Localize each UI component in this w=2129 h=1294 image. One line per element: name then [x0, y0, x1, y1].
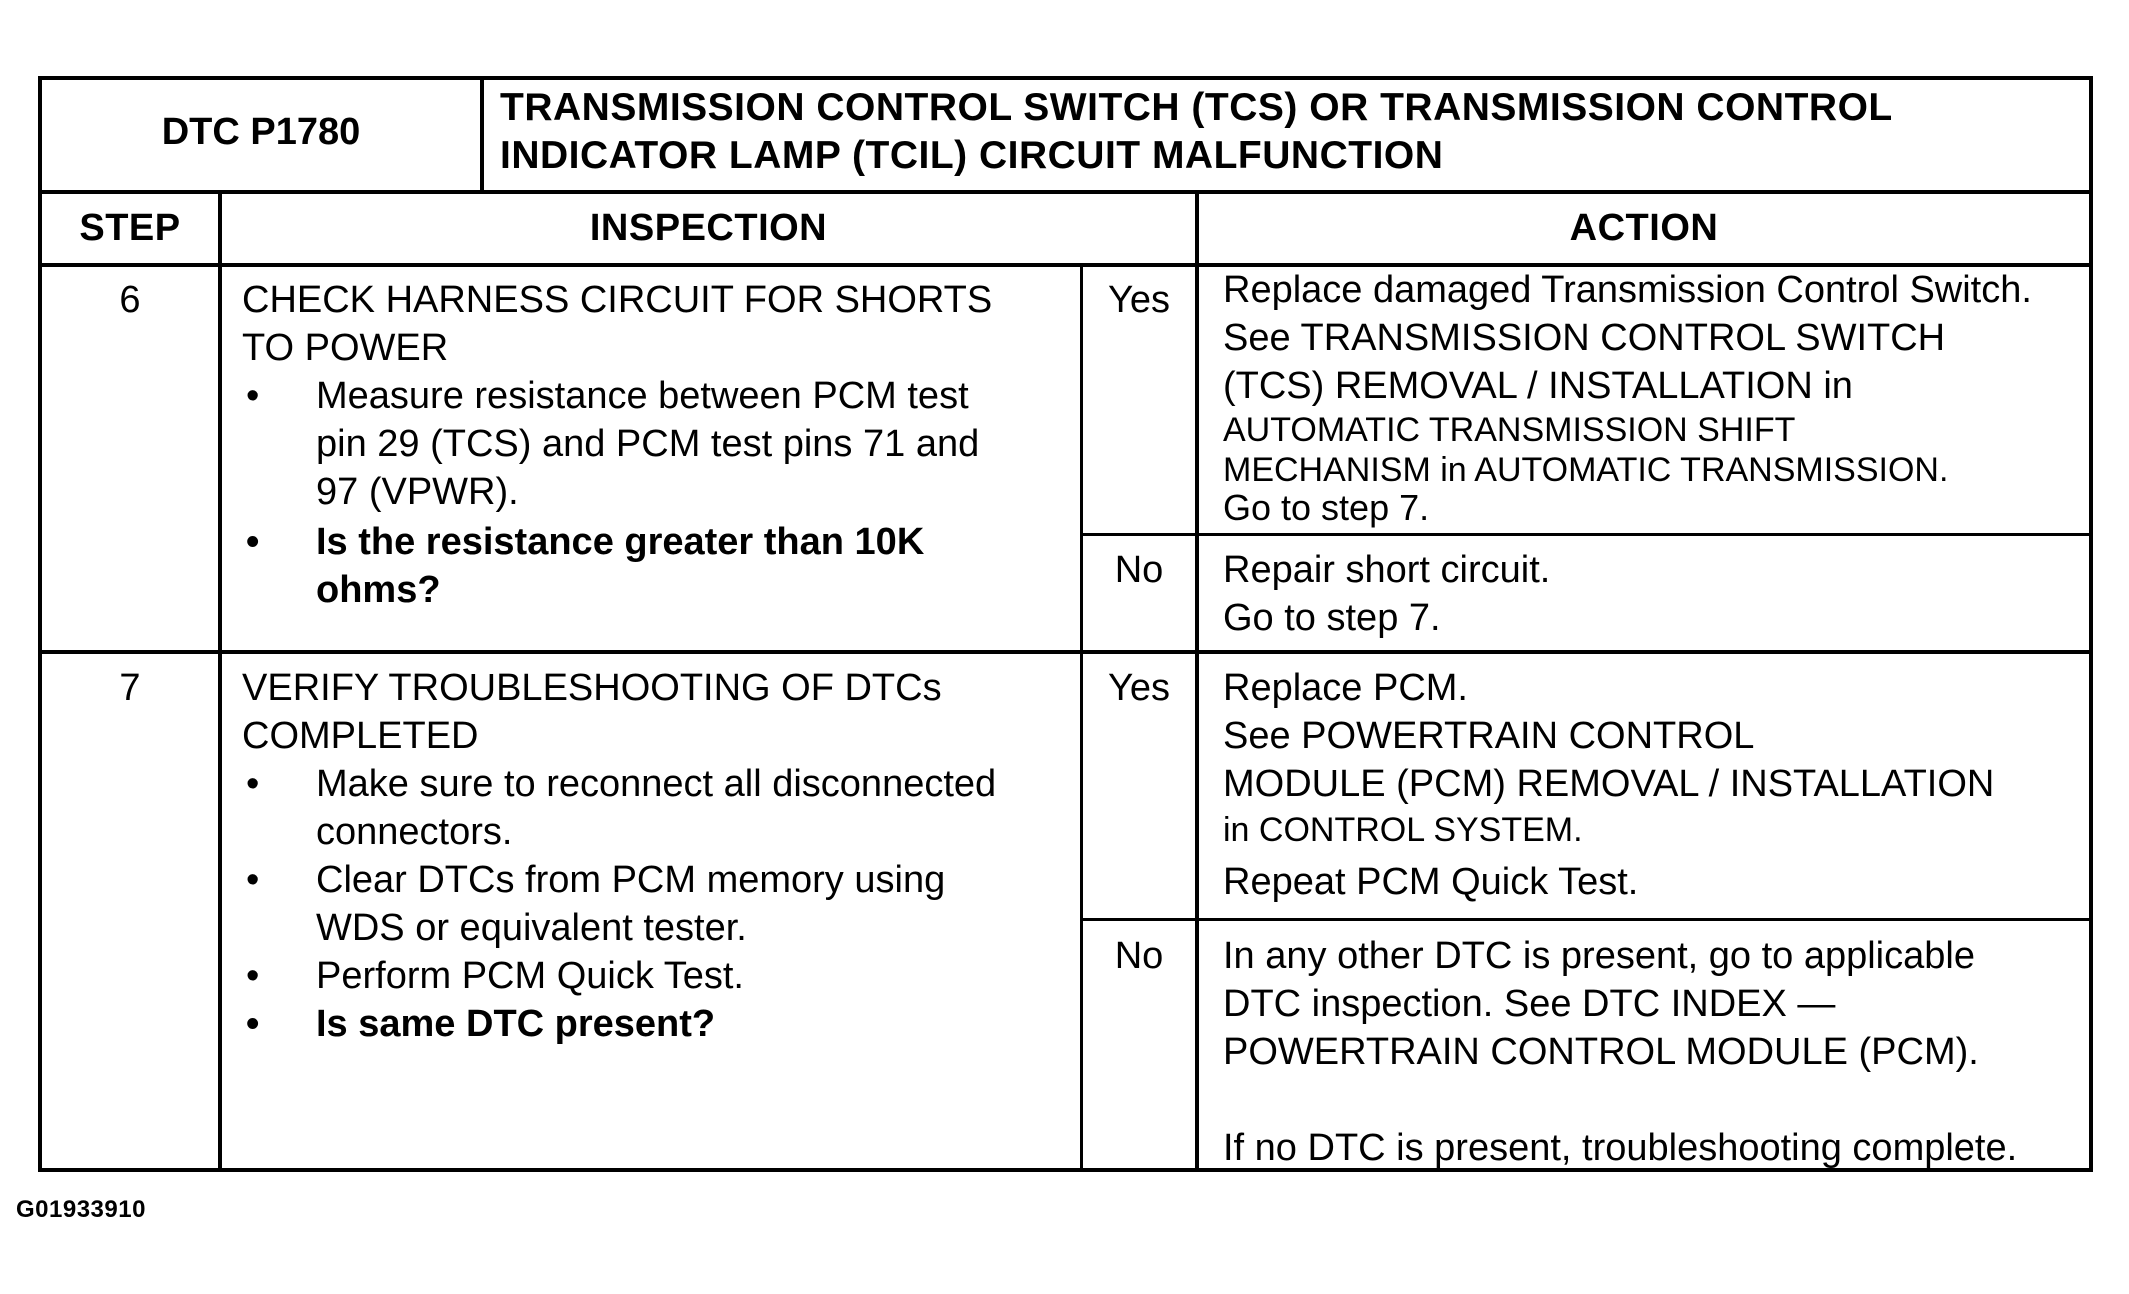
bullet-icon: •	[246, 955, 260, 997]
column-header-action-text: ACTION	[1569, 207, 1719, 249]
inspection-title-line: VERIFY TROUBLESHOOTING OF DTCs	[242, 667, 942, 709]
inspection-bullet-question	[242, 518, 1082, 614]
action-line: Go to step 7.	[1223, 487, 1430, 528]
action-line-blank	[1223, 1076, 2089, 1124]
dtc-title-line1: TRANSMISSION CONTROL SWITCH (TCS) OR TRANSMISSION CONTROL	[500, 86, 1893, 129]
dtc-code	[42, 108, 480, 156]
no-action	[1223, 932, 2089, 1172]
action-line: Repeat PCM Quick Test.	[1223, 861, 1639, 903]
figure-id: G01933910	[16, 1196, 146, 1223]
dtc-title-line2: INDICATOR LAMP (TCIL) CIRCUIT MALFUNCTION	[500, 134, 1444, 177]
bullet-line: pin 29 (TCS) and PCM test pins 71 and	[316, 423, 980, 465]
bullet-line: Measure resistance between PCM test	[316, 375, 969, 417]
column-header-action	[1199, 204, 2089, 252]
bullet-line: ohms?	[316, 569, 441, 611]
column-header-inspection	[222, 204, 1195, 252]
action-line: MECHANISM in AUTOMATIC TRANSMISSION.	[1223, 451, 1949, 489]
step-column-divider	[218, 192, 222, 1172]
step-number-text: 6	[119, 279, 141, 321]
bullet-icon: •	[246, 375, 260, 417]
yes-label-text: Yes	[1108, 279, 1170, 321]
bullet-icon: •	[246, 521, 260, 563]
no-label-text: No	[1114, 935, 1164, 977]
yes-label	[1083, 276, 1195, 324]
dtc-title	[500, 84, 2080, 180]
action-line: In any other DTC is present, go to applicable	[1223, 935, 1975, 977]
action-line: DTC inspection. See DTC INDEX —	[1223, 983, 1836, 1025]
bullet-line: WDS or equivalent tester.	[316, 907, 747, 949]
action-line: Replace damaged Transmission Control Switch.	[1223, 269, 2032, 311]
header-divider	[42, 190, 2089, 194]
yes-label	[1083, 664, 1195, 712]
action-line: If no DTC is present, troubleshooting complete.	[1223, 1127, 2018, 1169]
inspection-bullet-question	[242, 1000, 1082, 1048]
yes-action	[1223, 664, 2089, 906]
inspection-bullet-list	[242, 372, 1082, 614]
inspection-title-line: TO POWER	[242, 327, 449, 369]
action-line: AUTOMATIC TRANSMISSION SHIFT	[1223, 411, 1796, 449]
action-line: Replace PCM.	[1223, 667, 1468, 709]
inspection-bullet	[242, 760, 1082, 856]
inspection-bullet-list	[242, 760, 1082, 1048]
inspection-title-line: CHECK HARNESS CIRCUIT FOR SHORTS	[242, 279, 993, 321]
bullet-icon: •	[246, 1003, 260, 1045]
inspection-bullet	[242, 372, 1082, 516]
dtc-inspection-table	[38, 76, 2093, 1172]
action-column-divider	[1195, 192, 1199, 1172]
dtc-code-text: DTC P1780	[161, 111, 361, 153]
bullet-line: Perform PCM Quick Test.	[316, 955, 744, 997]
step-number-text: 7	[119, 667, 141, 709]
bullet-line: Make sure to reconnect all disconnected	[316, 763, 997, 805]
action-line: See POWERTRAIN CONTROL	[1223, 715, 1755, 757]
no-label	[1083, 546, 1195, 594]
action-line: Repair short circuit.	[1223, 549, 1551, 591]
header-vertical-divider	[480, 80, 484, 192]
action-line: in CONTROL SYSTEM.	[1223, 811, 1583, 849]
step-divider	[42, 650, 2089, 654]
column-header-step-text: STEP	[79, 207, 181, 249]
inspection-title-line: COMPLETED	[242, 715, 479, 757]
bullet-line: Clear DTCs from PCM memory using	[316, 859, 946, 901]
inspection-bullet	[242, 856, 1082, 952]
action-line: See TRANSMISSION CONTROL SWITCH	[1223, 317, 1946, 359]
no-action	[1223, 546, 2089, 642]
action-line: Go to step 7.	[1223, 597, 1441, 639]
column-header-step	[42, 204, 218, 252]
bullet-icon: •	[246, 859, 260, 901]
action-line: MODULE (PCM) REMOVAL / INSTALLATION	[1223, 763, 1995, 805]
no-label	[1083, 932, 1195, 980]
yes-label-text: Yes	[1108, 667, 1170, 709]
step-number	[42, 276, 218, 324]
yes-action	[1223, 266, 2089, 526]
bullet-line: Is same DTC present?	[316, 1003, 716, 1045]
step6-yes-no-divider	[1080, 533, 2089, 536]
step-inspection	[242, 664, 1082, 1048]
action-line: POWERTRAIN CONTROL MODULE (PCM).	[1223, 1031, 1979, 1073]
step-inspection	[242, 276, 1082, 614]
column-header-inspection-text: INSPECTION	[589, 207, 828, 249]
action-line: (TCS) REMOVAL / INSTALLATION in	[1223, 365, 1853, 407]
inspection-bullet	[242, 952, 1082, 1000]
no-label-text: No	[1114, 549, 1164, 591]
step7-yes-no-divider	[1080, 918, 2089, 921]
bullet-line: connectors.	[316, 811, 513, 853]
bullet-line: Is the resistance greater than 10K	[316, 521, 925, 563]
step-number	[42, 664, 218, 712]
bullet-line: 97 (VPWR).	[316, 471, 519, 513]
bullet-icon: •	[246, 763, 260, 805]
